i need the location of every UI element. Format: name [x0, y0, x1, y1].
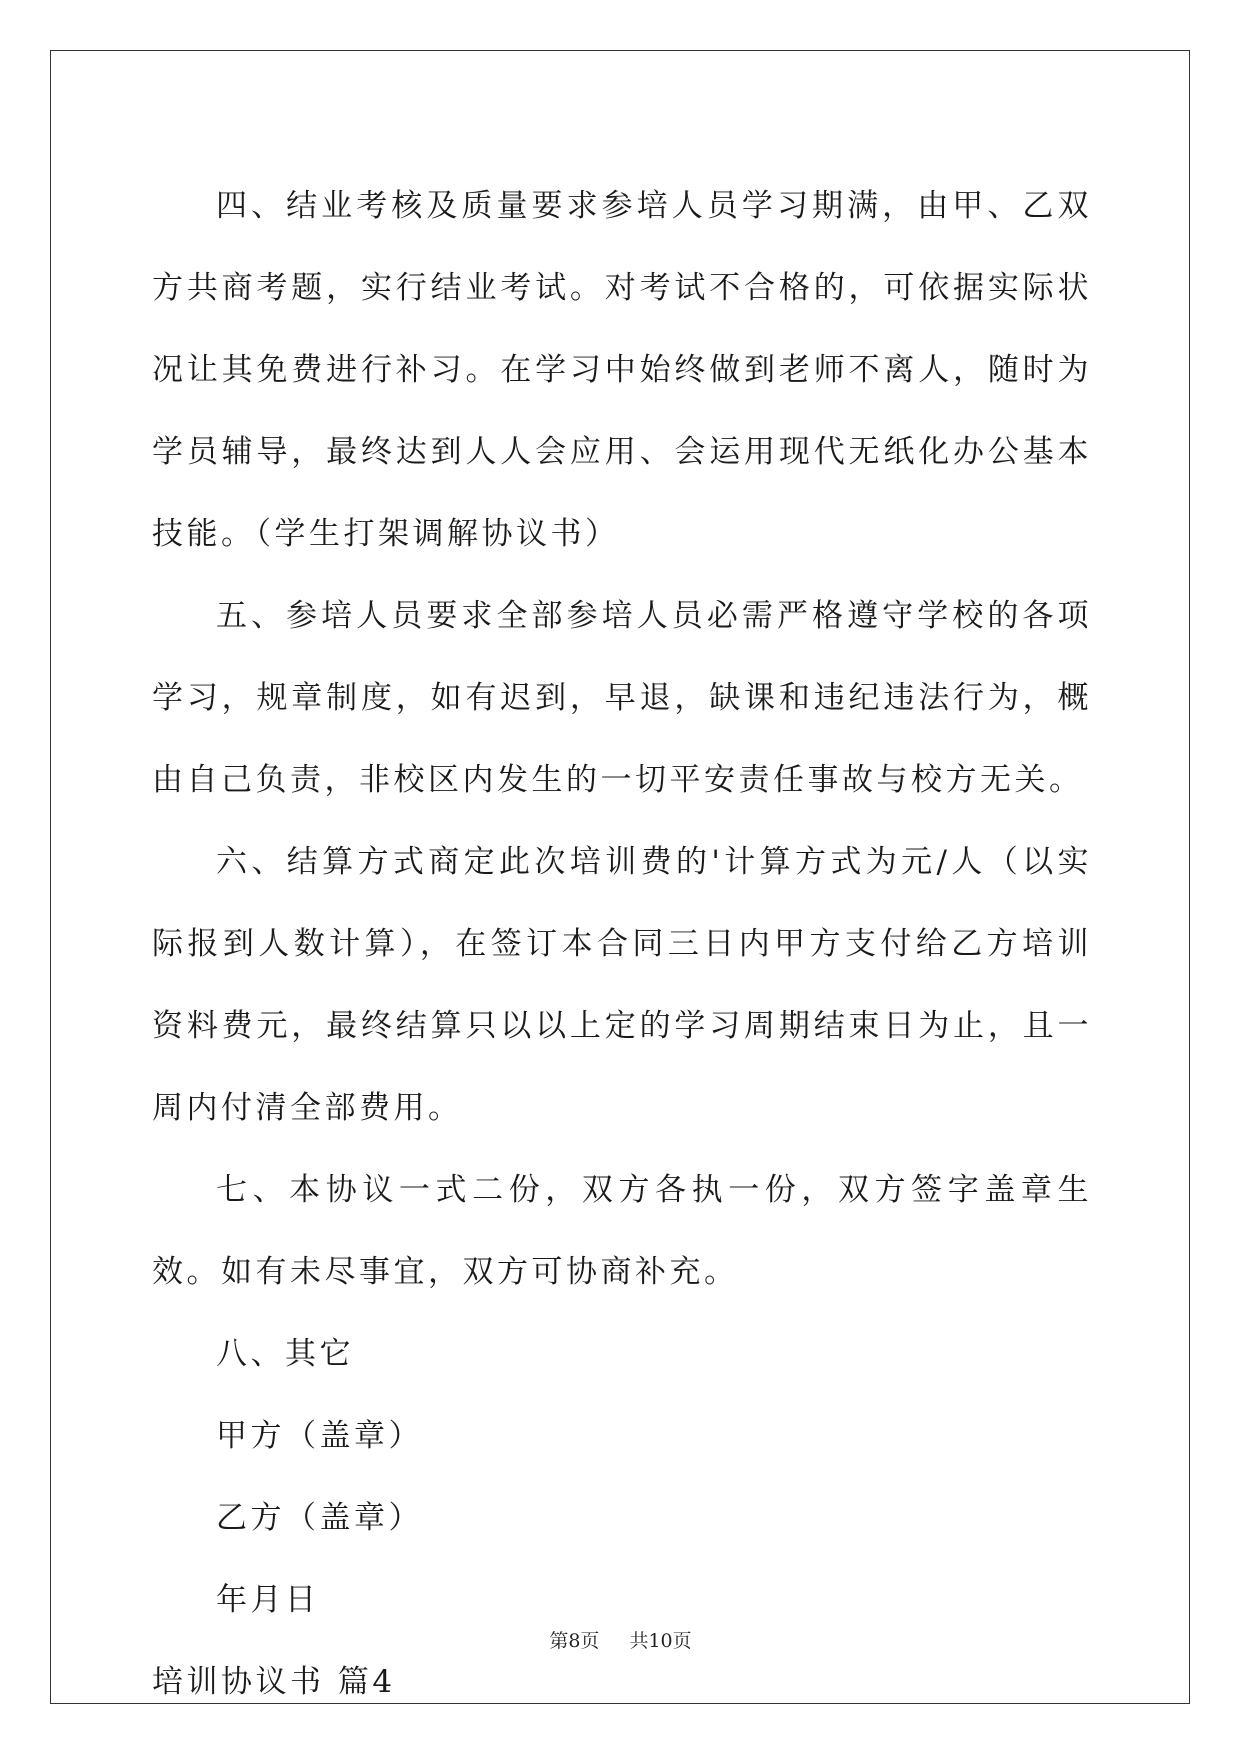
section-heading: 培训协议书 篇4 — [152, 1664, 396, 1700]
document-body — [152, 165, 1092, 1723]
paragraph-copies: 七、本协议一式二份，双方各执一份，双方签字盖章生效。如有未尽事宜，双方可协商补充。 — [152, 1172, 1092, 1290]
page-number-total: 共10页 — [629, 1630, 692, 1652]
date-line: 年月日 — [216, 1582, 320, 1618]
party-b-seal: 乙方（盖章） — [216, 1500, 423, 1536]
paragraph-participant-requirements: 五、参培人员要求全部参培人员必需严格遵守学校的各项学习，规章制度，如有迟到，早退，缺课和违纪违法行为，概由自己负责，非校区内发生的一切平安责任事故与校方无关。 — [152, 598, 1092, 798]
paragraph-other: 八、其它 — [216, 1336, 354, 1372]
page-footer — [0, 1626, 1241, 1653]
paragraph-settlement: 六、结算方式商定此次培训费的'计算方式为元/人（以实际报到人数计算），在签订本合同三日内甲方支付给乙方培训资料费元，最终结算只以以上定的学习周期结束日为止，且一周内付清全部费用。 — [152, 844, 1092, 1126]
page-number-current: 第8页 — [549, 1630, 600, 1652]
paragraph-exam-requirements: 四、结业考核及质量要求参培人员学习期满，由甲、乙双方共商考题，实行结业考试。对考试不合格的，可依据实际状况让其免费进行补习。在学习中始终做到老师不离人，随时为学员辅导，最终达到人人会应用、会运用现代无纸化办公基本技能。（学生打架调解协议书） — [152, 188, 1092, 552]
party-a-seal: 甲方（盖章） — [216, 1418, 423, 1454]
